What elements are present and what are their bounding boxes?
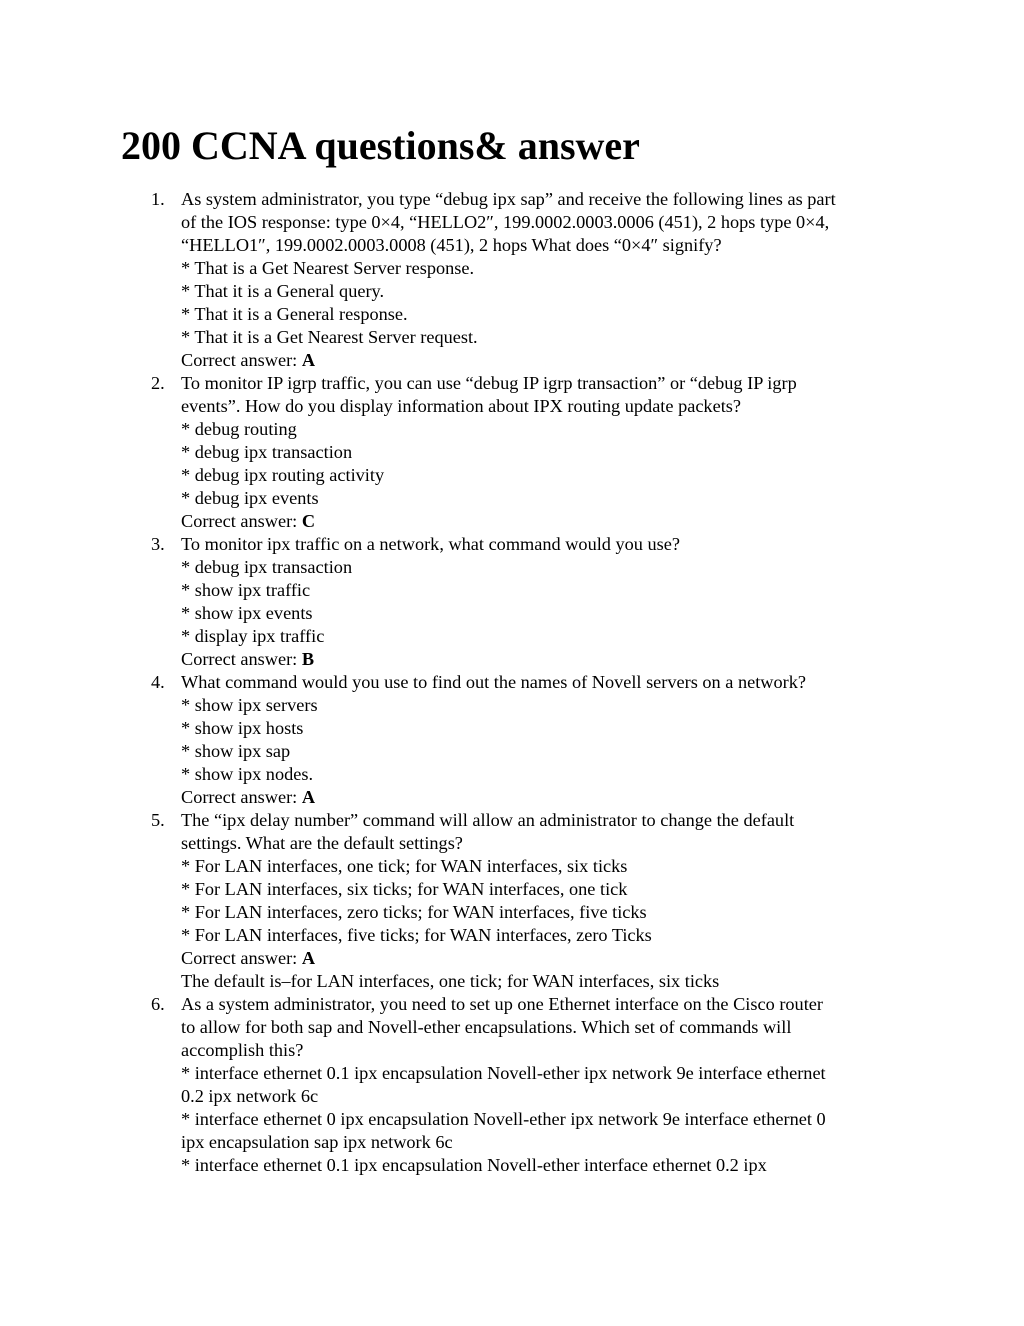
- answer-option: 0.2 ipx network 6c: [181, 1086, 319, 1106]
- question-text-line: To monitor ipx traffic on a network, what command would you use?: [181, 534, 680, 554]
- question-number: 5.: [151, 810, 165, 830]
- question-number: 4.: [151, 672, 165, 692]
- question-number: 2.: [151, 373, 165, 393]
- answer-option: * That is a Get Nearest Server response.: [181, 258, 475, 278]
- answer-option: * That it is a General query.: [181, 281, 385, 301]
- correct-answer-label: Correct answer:: [181, 787, 302, 807]
- answer-option: * show ipx hosts: [181, 718, 304, 738]
- question-text-line: What command would you use to find out the names of Novell servers on a network?: [181, 672, 806, 692]
- question-text-line: The “ipx delay number” command will allow an administrator to change the default: [181, 810, 795, 830]
- answer-option: * show ipx nodes.: [181, 764, 314, 784]
- answer-option: * show ipx servers: [181, 695, 318, 715]
- question-item: [0, 372, 901, 533]
- question-item: [0, 533, 901, 671]
- correct-answer-label: Correct answer:: [181, 511, 302, 531]
- question-text-line: To monitor IP igrp traffic, you can use “debug IP igrp transaction” or “debug IP igrp: [181, 373, 797, 393]
- answer-option: * show ipx sap: [181, 741, 291, 761]
- page-title: 200 CCNA questions& answer: [121, 123, 640, 168]
- answer-option: * debug routing: [181, 419, 297, 439]
- correct-answer-letter: A: [301, 350, 316, 370]
- correct-answer: [181, 510, 901, 533]
- correct-answer-label: Correct answer:: [181, 350, 302, 370]
- answer-option: * interface ethernet 0 ipx encapsulation Novell-ether ipx network 9e interface ethernet 0: [181, 1109, 826, 1129]
- correct-answer-label: Correct answer:: [181, 948, 302, 968]
- question-item: [0, 993, 901, 1177]
- correct-answer-letter: A: [301, 787, 316, 807]
- correct-answer-letter: C: [301, 511, 316, 531]
- question-item: [0, 188, 901, 372]
- question-item: [0, 671, 901, 809]
- answer-option: * That it is a Get Nearest Server request.: [181, 327, 478, 347]
- question-number: 3.: [151, 534, 165, 554]
- question-item: [0, 809, 901, 993]
- question-text-line: settings. What are the default settings?: [181, 833, 463, 853]
- correct-answer: [181, 349, 901, 372]
- answer-option: ipx encapsulation sap ipx network 6c: [181, 1132, 453, 1152]
- question-list: [0, 188, 1024, 1177]
- question-text-line: “HELLO1″, 199.0002.0003.0008 (451), 2 hops What does “0×4″ signify?: [181, 235, 722, 255]
- answer-explanation: The default is–for LAN interfaces, one tick; for WAN interfaces, six ticks: [181, 971, 720, 991]
- answer-option: * For LAN interfaces, one tick; for WAN interfaces, six ticks: [181, 856, 628, 876]
- correct-answer-label: Correct answer:: [181, 649, 302, 669]
- answer-option: * debug ipx routing activity: [181, 465, 385, 485]
- question-text-line: events”. How do you display information about IPX routing update packets?: [181, 396, 741, 416]
- correct-answer-letter: A: [301, 948, 316, 968]
- correct-answer: [181, 648, 901, 671]
- answer-option: * interface ethernet 0.1 ipx encapsulation Novell-ether ipx network 9e interface ethernet: [181, 1063, 826, 1083]
- correct-answer: [181, 786, 901, 809]
- answer-option: * debug ipx events: [181, 488, 319, 508]
- question-text-line: to allow for both sap and Novell-ether encapsulations. Which set of commands will: [181, 1017, 792, 1037]
- question-text-line: accomplish this?: [181, 1040, 304, 1060]
- answer-option: * That it is a General response.: [181, 304, 408, 324]
- answer-option: * For LAN interfaces, six ticks; for WAN interfaces, one tick: [181, 879, 628, 899]
- question-text-line: As system administrator, you type “debug ipx sap” and receive the following lines as part: [181, 189, 836, 209]
- question-text-line: As a system administrator, you need to set up one Ethernet interface on the Cisco router: [181, 994, 823, 1014]
- answer-option: * debug ipx transaction: [181, 442, 353, 462]
- question-number: 6.: [151, 994, 165, 1014]
- answer-option: * show ipx events: [181, 603, 313, 623]
- answer-option: * For LAN interfaces, five ticks; for WAN interfaces, zero Ticks: [181, 925, 652, 945]
- answer-option: * display ipx traffic: [181, 626, 325, 646]
- correct-answer-letter: B: [301, 649, 315, 669]
- answer-option: * debug ipx transaction: [181, 557, 353, 577]
- question-text-line: of the IOS response: type 0×4, “HELLO2″, 199.0002.0003.0006 (451), 2 hops type 0×4,: [181, 212, 830, 232]
- answer-option: * For LAN interfaces, zero ticks; for WAN interfaces, five ticks: [181, 902, 647, 922]
- question-number: 1.: [151, 189, 165, 209]
- answer-option: * show ipx traffic: [181, 580, 311, 600]
- answer-option: * interface ethernet 0.1 ipx encapsulation Novell-ether interface ethernet 0.2 ipx: [181, 1155, 767, 1175]
- correct-answer: [181, 947, 901, 970]
